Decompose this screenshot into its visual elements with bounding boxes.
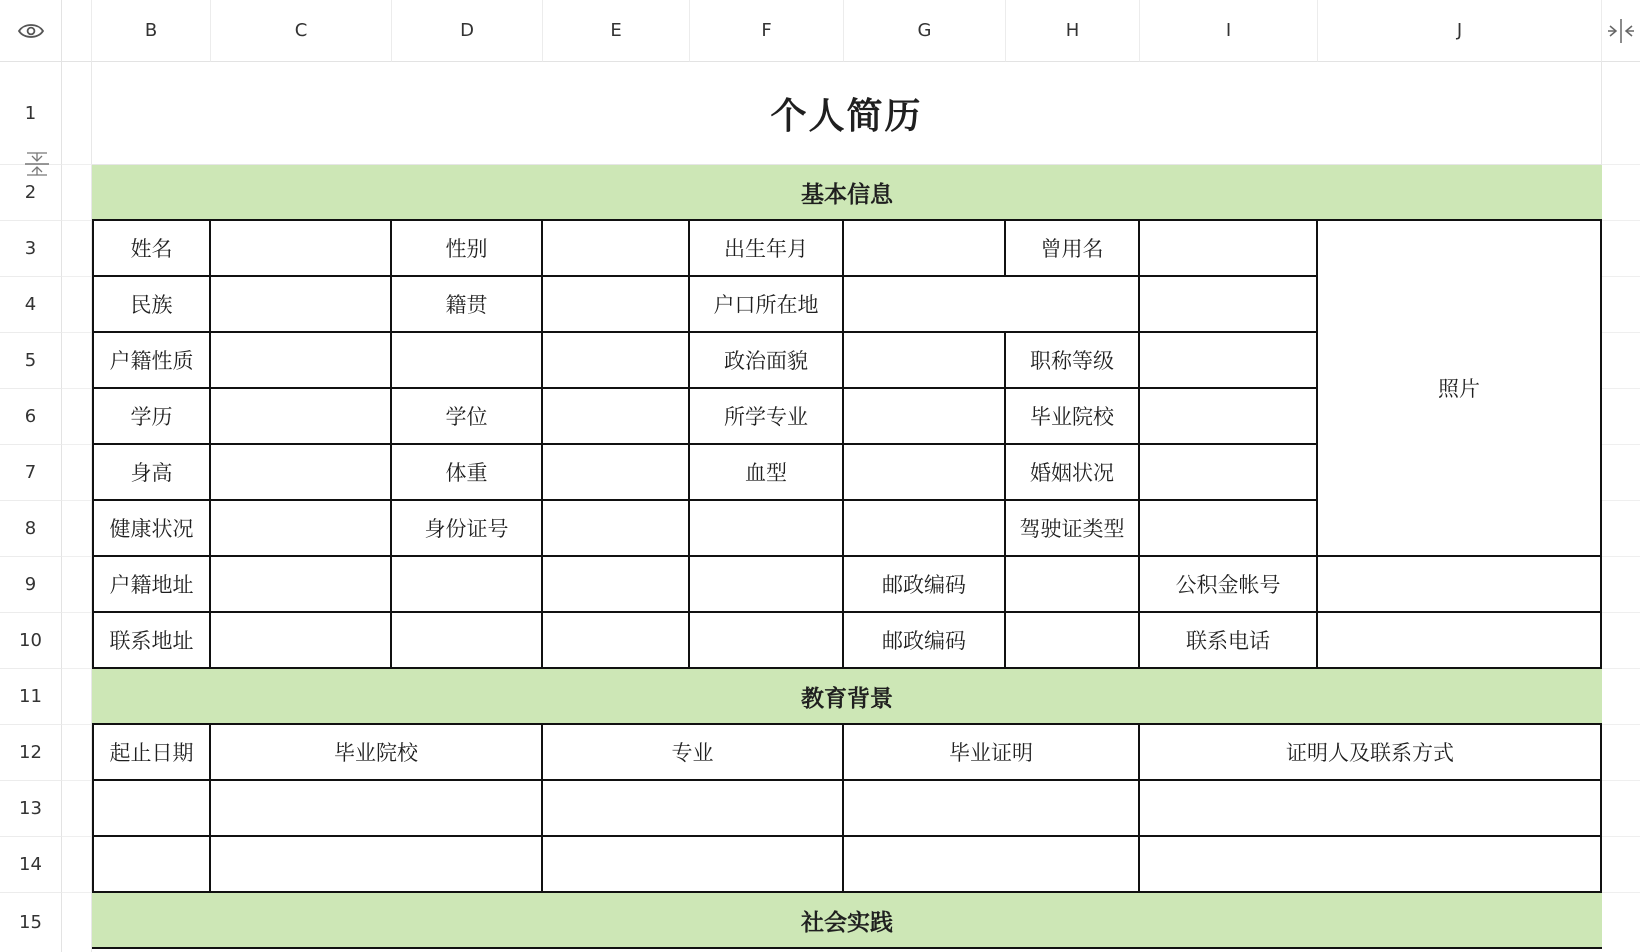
row-header-1[interactable]: 1: [0, 62, 62, 165]
input-marital-status[interactable]: [1140, 445, 1318, 501]
input-fund-account[interactable]: [1318, 557, 1602, 613]
input-license-type[interactable]: [1140, 501, 1318, 557]
column-header-g[interactable]: G: [844, 0, 1006, 62]
gutter-cell[interactable]: [62, 837, 92, 893]
column-header-f[interactable]: F: [690, 0, 844, 62]
row-header-12[interactable]: 12: [0, 725, 62, 781]
input-birth[interactable]: [844, 221, 1006, 277]
input-education[interactable]: [211, 389, 392, 445]
input-contact-address-f[interactable]: [690, 613, 844, 669]
row-header-9[interactable]: 9: [0, 557, 62, 613]
right-gutter: [1602, 277, 1640, 333]
input-height[interactable]: [211, 445, 392, 501]
resume-title[interactable]: 个人简历: [92, 62, 1602, 165]
gutter-cell[interactable]: [62, 445, 92, 501]
gutter-cell[interactable]: [62, 221, 92, 277]
label-gender[interactable]: 性别: [392, 221, 543, 277]
right-gutter: [1602, 725, 1640, 781]
edu-row-2-dates[interactable]: [92, 837, 211, 893]
gutter-cell[interactable]: [62, 557, 92, 613]
input-hukou-type[interactable]: [211, 333, 392, 389]
gutter-cell[interactable]: [62, 333, 92, 389]
label-license-type[interactable]: 驾驶证类型: [1006, 501, 1140, 557]
edu-row-1-major[interactable]: [543, 781, 844, 837]
input-postal-code-2[interactable]: [1006, 613, 1140, 669]
cell-f8[interactable]: [690, 501, 844, 557]
input-health[interactable]: [211, 501, 392, 557]
input-hukou-location-extra[interactable]: [1140, 277, 1318, 333]
input-hukou-address-f[interactable]: [690, 557, 844, 613]
row-resize-handle[interactable]: [22, 150, 52, 178]
label-graduate-school[interactable]: 毕业院校: [1006, 389, 1140, 445]
input-blood-type[interactable]: [844, 445, 1006, 501]
input-gender[interactable]: [543, 221, 690, 277]
right-gutter: [1602, 781, 1640, 837]
eye-icon[interactable]: [17, 22, 45, 40]
column-header-d[interactable]: D: [392, 0, 543, 62]
right-gutter: [1602, 333, 1640, 389]
label-degree[interactable]: 学位: [392, 389, 543, 445]
label-name[interactable]: 姓名: [92, 221, 211, 277]
label-health[interactable]: 健康状况: [92, 501, 211, 557]
column-header-c[interactable]: C: [211, 0, 392, 62]
label-title-level[interactable]: 职称等级: [1006, 333, 1140, 389]
input-major[interactable]: [844, 389, 1006, 445]
input-contact-address-e[interactable]: [543, 613, 690, 669]
input-former-name[interactable]: [1140, 221, 1318, 277]
column-header-i[interactable]: I: [1140, 0, 1318, 62]
label-phone[interactable]: 联系电话: [1140, 613, 1318, 669]
right-gutter: [1602, 62, 1640, 165]
row-header-14[interactable]: 14: [0, 837, 62, 893]
cell-e5[interactable]: [543, 333, 690, 389]
right-gutter: [1602, 557, 1640, 613]
collapse-columns-icon[interactable]: [1607, 18, 1635, 44]
label-education[interactable]: 学历: [92, 389, 211, 445]
label-major[interactable]: 所学专业: [690, 389, 844, 445]
edu-header-major[interactable]: 专业: [543, 725, 844, 781]
label-weight[interactable]: 体重: [392, 445, 543, 501]
edu-header-dates[interactable]: 起止日期: [92, 725, 211, 781]
section-header-basic-info[interactable]: 基本信息: [92, 165, 1602, 221]
edu-header-school[interactable]: 毕业院校: [211, 725, 543, 781]
label-ethnicity[interactable]: 民族: [92, 277, 211, 333]
row-header-2[interactable]: 2: [0, 165, 62, 221]
column-header-b[interactable]: B: [92, 0, 211, 62]
section-header-education[interactable]: 教育背景: [92, 669, 1602, 725]
column-header-gutter: [62, 0, 92, 62]
right-gutter: [1602, 669, 1640, 725]
input-phone[interactable]: [1318, 613, 1602, 669]
edu-row-2-school[interactable]: [211, 837, 543, 893]
row-header-5[interactable]: 5: [0, 333, 62, 389]
right-gutter: [1602, 445, 1640, 501]
gutter-cell[interactable]: [62, 62, 92, 165]
input-hukou-location[interactable]: [844, 277, 1140, 333]
input-weight[interactable]: [543, 445, 690, 501]
right-gutter: [1602, 837, 1640, 893]
row-header-15[interactable]: 15: [0, 893, 62, 952]
edu-header-reference[interactable]: 证明人及联系方式: [1140, 725, 1602, 781]
label-id-number[interactable]: 身份证号: [392, 501, 543, 557]
input-contact-address-c[interactable]: [211, 613, 392, 669]
gutter-cell[interactable]: [62, 277, 92, 333]
column-header-h[interactable]: H: [1006, 0, 1140, 62]
label-postal-code-1[interactable]: 邮政编码: [844, 557, 1006, 613]
input-name[interactable]: [211, 221, 392, 277]
edu-row-2-certificate[interactable]: [844, 837, 1140, 893]
edu-row-1-reference[interactable]: [1140, 781, 1602, 837]
label-native-place[interactable]: 籍贯: [392, 277, 543, 333]
gutter-cell[interactable]: [62, 781, 92, 837]
cell-d5[interactable]: [392, 333, 543, 389]
input-title-level[interactable]: [1140, 333, 1318, 389]
input-graduate-school[interactable]: [1140, 389, 1318, 445]
gutter-cell[interactable]: [62, 893, 92, 952]
row-header-6[interactable]: 6: [0, 389, 62, 445]
right-gutter: [1602, 221, 1640, 277]
gutter-cell[interactable]: [62, 669, 92, 725]
label-blood-type[interactable]: 血型: [690, 445, 844, 501]
input-hukou-address-d[interactable]: [392, 557, 543, 613]
input-postal-code-1[interactable]: [1006, 557, 1140, 613]
row-header-3[interactable]: 3: [0, 221, 62, 277]
label-birth[interactable]: 出生年月: [690, 221, 844, 277]
row-header-11[interactable]: 11: [0, 669, 62, 725]
gutter-cell[interactable]: [62, 725, 92, 781]
right-gutter: [1602, 501, 1640, 557]
corner-cell[interactable]: [0, 0, 62, 62]
right-gutter: [1602, 389, 1640, 445]
section-header-social-practice[interactable]: 社会实践: [92, 893, 1602, 949]
gutter-cell[interactable]: [62, 613, 92, 669]
label-fund-account[interactable]: 公积金帐号: [1140, 557, 1318, 613]
gutter-cell[interactable]: [62, 165, 92, 221]
input-native-place[interactable]: [543, 277, 690, 333]
label-marital-status[interactable]: 婚姻状况: [1006, 445, 1140, 501]
input-id-number[interactable]: [543, 501, 690, 557]
row-header-4[interactable]: 4: [0, 277, 62, 333]
row-resize-icon[interactable]: [24, 151, 50, 177]
edu-header-certificate[interactable]: 毕业证明: [844, 725, 1140, 781]
row-header-13[interactable]: 13: [0, 781, 62, 837]
edu-row-2-reference[interactable]: [1140, 837, 1602, 893]
input-ethnicity[interactable]: [211, 277, 392, 333]
label-contact-address[interactable]: 联系地址: [92, 613, 211, 669]
label-postal-code-2[interactable]: 邮政编码: [844, 613, 1006, 669]
edu-row-1-dates[interactable]: [92, 781, 211, 837]
input-hukou-address-c[interactable]: [211, 557, 392, 613]
label-hukou-address[interactable]: 户籍地址: [92, 557, 211, 613]
input-hukou-address-e[interactable]: [543, 557, 690, 613]
input-political-status[interactable]: [844, 333, 1006, 389]
input-contact-address-d[interactable]: [392, 613, 543, 669]
right-gutter: [1602, 893, 1640, 952]
label-former-name[interactable]: 曾用名: [1006, 221, 1140, 277]
label-hukou-type[interactable]: 户籍性质: [92, 333, 211, 389]
edu-row-2-major[interactable]: [543, 837, 844, 893]
right-gutter: [1602, 613, 1640, 669]
row-header-7[interactable]: 7: [0, 445, 62, 501]
label-hukou-location[interactable]: 户口所在地: [690, 277, 844, 333]
cell-g8[interactable]: [844, 501, 1006, 557]
column-header-right: [1602, 0, 1640, 62]
row-header-10[interactable]: 10: [0, 613, 62, 669]
edu-row-1-certificate[interactable]: [844, 781, 1140, 837]
photo-cell[interactable]: 照片: [1318, 221, 1602, 557]
edu-row-1-school[interactable]: [211, 781, 543, 837]
label-political-status[interactable]: 政治面貌: [690, 333, 844, 389]
row-header-8[interactable]: 8: [0, 501, 62, 557]
gutter-cell[interactable]: [62, 501, 92, 557]
input-degree[interactable]: [543, 389, 690, 445]
gutter-cell[interactable]: [62, 389, 92, 445]
right-gutter: [1602, 165, 1640, 221]
column-header-j[interactable]: J: [1318, 0, 1602, 62]
column-header-e[interactable]: E: [543, 0, 690, 62]
label-height[interactable]: 身高: [92, 445, 211, 501]
